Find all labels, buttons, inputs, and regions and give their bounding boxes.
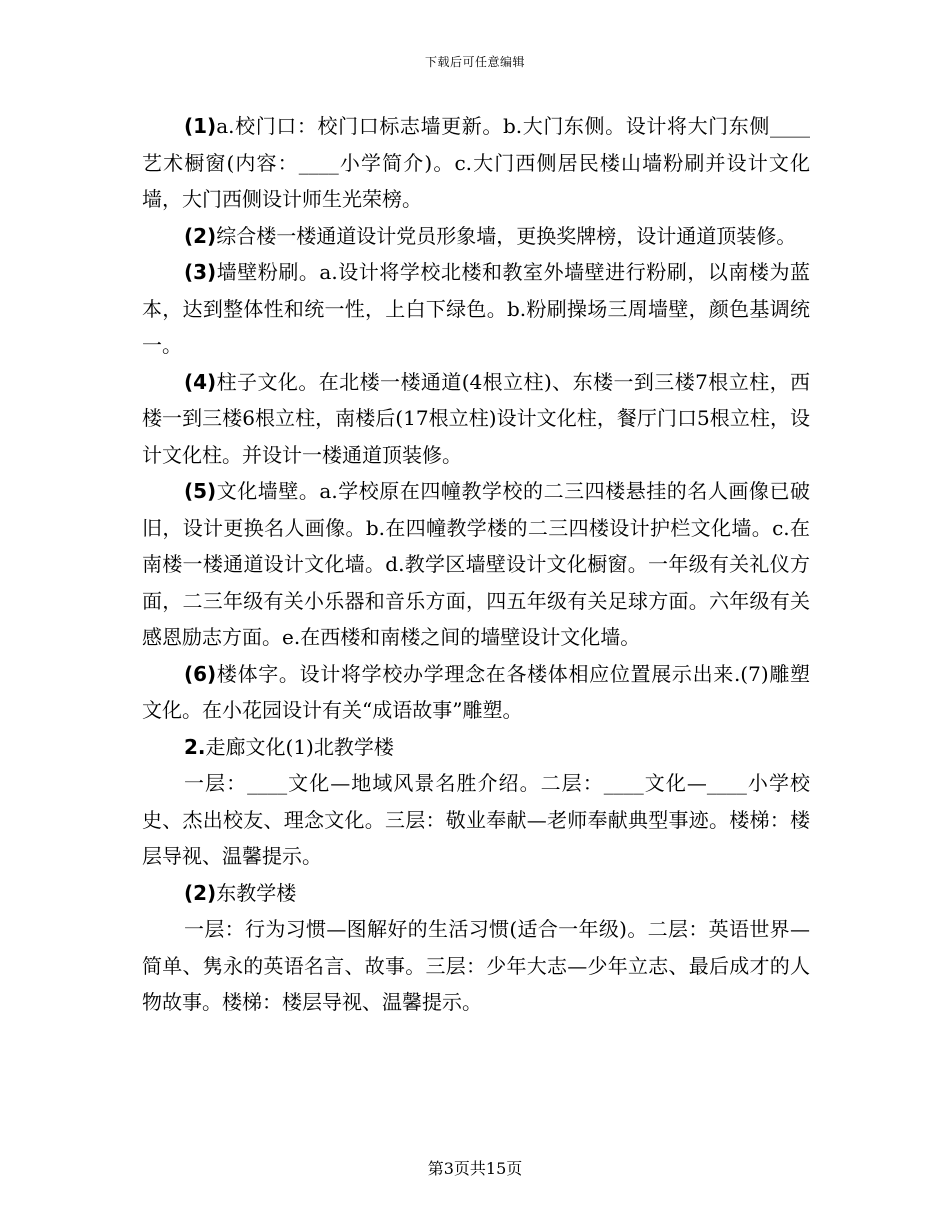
- section-heading-corridor: [142, 729, 810, 766]
- item-number: (5): [184, 479, 217, 503]
- paragraph-text: 柱子文化。在北楼一楼通道(4根立柱)、东楼一到三楼7根立柱，西楼一到三楼6根立柱，南楼后(17根立柱)设计文化柱，餐厅门口5根立柱，设计文化柱。并设计一楼通道顶装修。: [142, 369, 810, 467]
- section-number: 2.: [184, 734, 206, 759]
- item-number: (4): [184, 369, 217, 394]
- paragraph-text: 一层：行为习惯—图解好的生活习惯(适合一年级)。二层：英语世界—简单、隽永的英语名言、故事。三层：少年大志—少年立志、最后成才的人物故事。楼梯：楼层导视、温馨提示。: [142, 917, 810, 1014]
- paragraph-text: 文化墙壁。a.学校原在四幢教学校的二三四楼悬挂的名人画像已破旧，设计更换名人画像。b.在四幢教学楼的二三四楼设计护栏文化墙。c.在南楼一楼通道设计文化墙。d.教学区墙壁设计文化橱窗。一年级有关礼仪方面，二三年级有关小乐器和音乐方面，四五年级有关足球方面。六年级有关感恩励志方面。e.在西楼和南楼之间的墙壁设计文化墙。: [142, 479, 810, 649]
- paragraph-2: [142, 218, 810, 255]
- paragraph-6: [142, 656, 810, 729]
- paragraph-text: 一层：____文化—地域风景名胜介绍。二层：____文化—____小学校史、杰出校友、理念文化。三层：敬业奉献—老师奉献典型事迹。楼梯：楼层导视、温馨提示。: [142, 771, 810, 868]
- item-number: (3): [184, 260, 217, 284]
- section-heading-text: 走廊文化(1)北教学楼: [205, 734, 394, 759]
- paragraph-5: [142, 473, 810, 656]
- item-number: (2): [184, 223, 217, 248]
- paragraph-text: a.校门口：校门口标志墙更新。b.大门东侧。设计将大门东侧____艺术橱窗(内容：____小学简介)。c.大门西侧居民楼山墙粉刷并设计文化墙，大门西侧设计师生光荣榜。: [142, 114, 810, 211]
- paragraph-text: 综合楼一楼通道设计党员形象墙，更换奖牌榜，设计通道顶装修。: [216, 223, 797, 248]
- paragraph-3: [142, 254, 810, 364]
- page-header: 下载后可任意编辑: [424, 55, 525, 69]
- paragraph-1: [142, 108, 810, 218]
- paragraph-text: 墙壁粉刷。a.设计将学校北楼和教室外墙壁进行粉刷，以南楼为蓝本，达到整体性和统一性，上白下绿色。b.粉刷操场三周墙壁，颜色基调统一。: [142, 260, 810, 357]
- paragraph-north-building: [142, 765, 810, 875]
- subheading-text: 东教学楼: [216, 880, 297, 905]
- subheading-east-building: [142, 875, 810, 912]
- paragraph-east-building: [142, 911, 810, 1021]
- document-body: [142, 108, 810, 1021]
- paragraph-text: 楼体字。设计将学校办学理念在各楼体相应位置展示出来.(7)雕塑文化。在小花园设计有关“成语故事”雕塑。: [142, 661, 810, 722]
- item-number: (2): [184, 880, 217, 905]
- item-number: (1): [184, 114, 217, 138]
- page-footer: 第3页共15页: [427, 1159, 523, 1178]
- paragraph-4: [142, 364, 810, 474]
- item-number: (6): [184, 661, 217, 686]
